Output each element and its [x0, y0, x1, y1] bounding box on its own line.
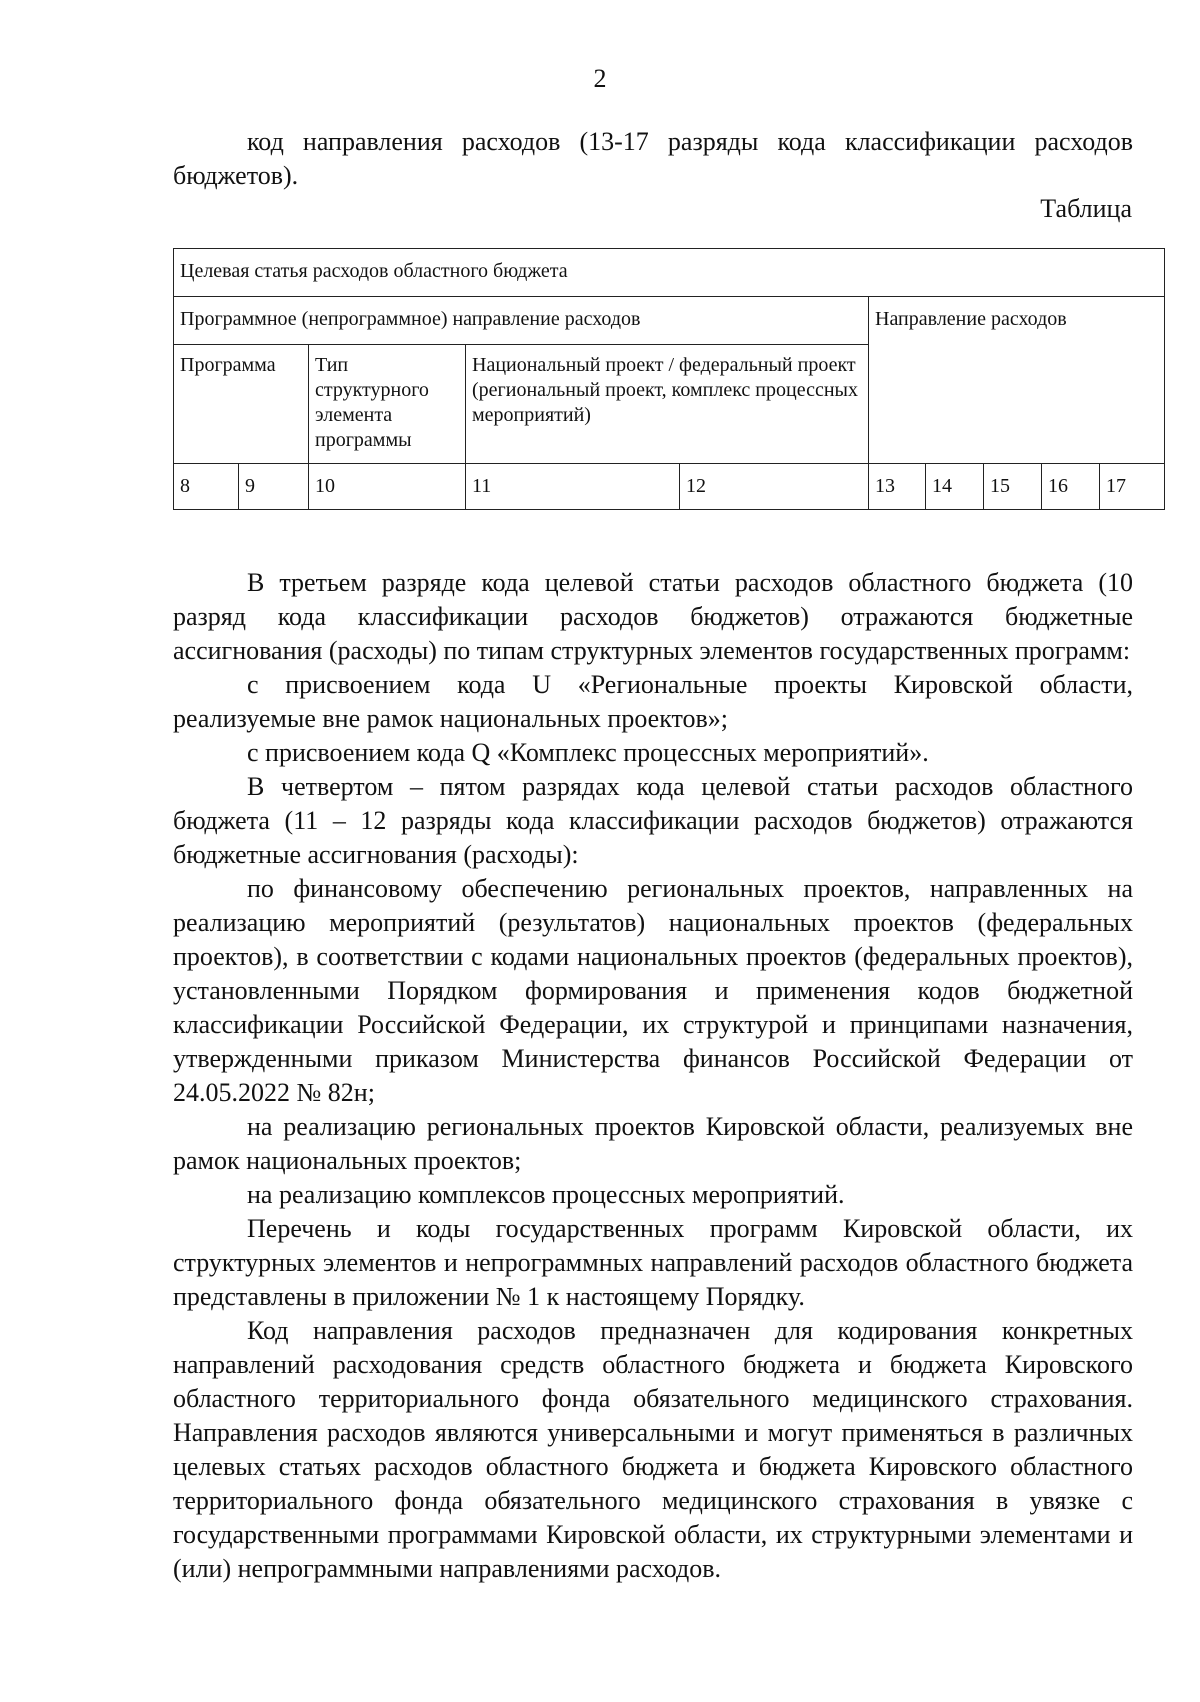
table-digit-cell: 8 — [174, 464, 239, 510]
table-digit-cell: 16 — [1042, 464, 1100, 510]
table-digit-cell: 15 — [984, 464, 1042, 510]
paragraph: В третьем разряде кода целевой статьи расходов областного бюджета (10 разряд кода классификации расходов бюджетов) отражаются бюджетные ассигнования (расходы) по типам структурных элементов государственных программ: — [173, 568, 1133, 665]
paragraph: Перечень и коды государственных программ Кировской области, их структурных элементов и непрограммных направлений расходов областного бюджета представлены в приложении № 1 к настоящему Порядку. — [173, 1214, 1133, 1311]
table-header-expense-direction: Направление расходов — [869, 297, 1165, 464]
table-digit-cell: 13 — [869, 464, 926, 510]
intro-paragraph: код направления расходов (13-17 разряды кода классификации расходов бюджетов). — [173, 127, 1133, 190]
table-header-structure-type: Тип структурного элемента программы — [309, 345, 466, 464]
paragraph: по финансовому обеспечению региональных проектов, направленных на реализацию мероприятий (результатов) национальных проектов (федеральных проектов), в соответствии с кодами национальных проектов (федеральных проектов), установленными Порядком формирования и применения кодов бюджетной классификации Российской Федерации, их структурой и принципами назначения, утвержденными приказом Министерства финансов Российской Федерации от 24.05.2022 № 82н; — [173, 874, 1133, 1107]
table-digit-cell: 14 — [926, 464, 984, 510]
table-header-national-project: Национальный проект / федеральный проект (региональный проект, комплекс процессных мероприятий) — [466, 345, 869, 464]
table-header-program-direction: Программное (непрограммное) направление расходов — [174, 297, 869, 345]
paragraph: с присвоением кода U «Региональные проекты Кировской области, реализуемые вне рамок национальных проектов»; — [173, 670, 1133, 733]
paragraph: с присвоением кода Q «Комплекс процессных мероприятий». — [247, 738, 929, 767]
target-article-structure-table — [173, 248, 1165, 510]
page-number: 2 — [593, 64, 607, 93]
table-caption: Таблица — [1040, 194, 1132, 223]
table-digit-cell: 10 — [309, 464, 466, 510]
table-digit-cell: 12 — [680, 464, 869, 510]
paragraph: В четвертом – пятом разрядах кода целевой статьи расходов областного бюджета (11 – 12 разряды кода классификации расходов бюджетов) отражаются бюджетные ассигнования (расходы): — [173, 772, 1133, 869]
table-digit-cell: 9 — [239, 464, 309, 510]
table-header-program: Программа — [174, 345, 309, 464]
paragraph: на реализацию комплексов процессных мероприятий. — [247, 1180, 845, 1209]
body-text — [173, 566, 1133, 1586]
table-digit-cell: 11 — [466, 464, 680, 510]
table-header-main: Целевая статья расходов областного бюджета — [174, 249, 1165, 297]
paragraph: Код направления расходов предназначен для кодирования конкретных направлений расходования средств областного бюджета и бюджета Кировского областного территориального фонда обязательного медицинского страхования. Направления расходов являются универсальными и могут применяться в различных целевых статьях расходов областного бюджета и бюджета Кировского областного территориального фонда обязательного медицинского страхования в увязке с государственными программами Кировской области, их структурными элементами и (или) непрограммными направлениями расходов. — [173, 1316, 1133, 1583]
table-digit-cell: 17 — [1100, 464, 1165, 510]
paragraph: на реализацию региональных проектов Кировской области, реализуемых вне рамок национальных проектов; — [173, 1112, 1133, 1175]
